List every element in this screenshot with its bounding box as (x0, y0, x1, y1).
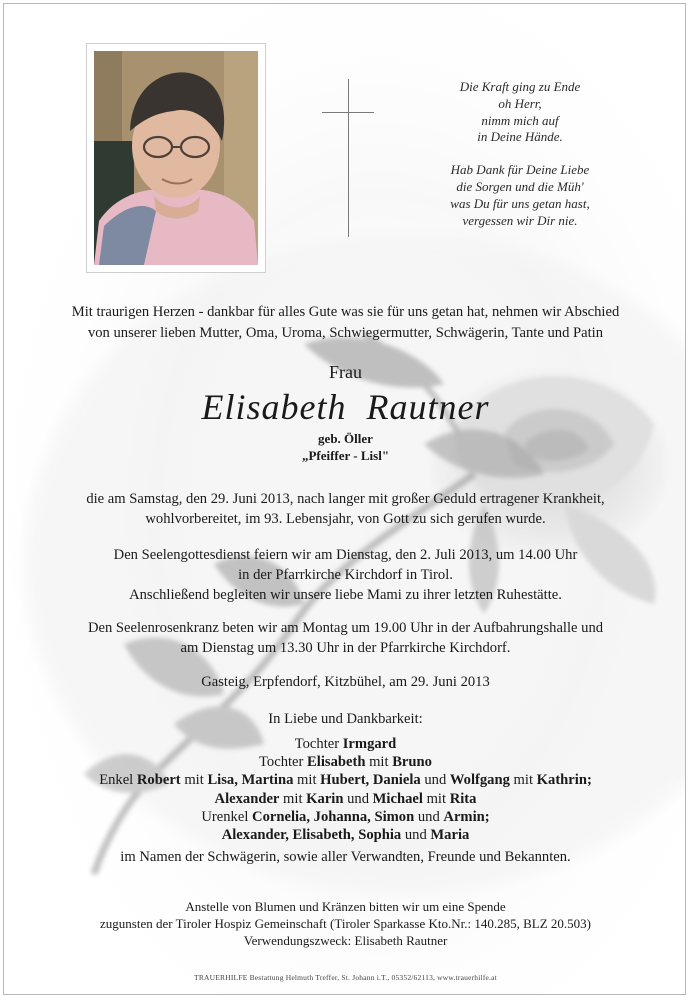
poem-line: vergessen wir Dir nie. (462, 212, 578, 228)
relatives-line: im Namen der Schwägerin, sowie aller Verwandten, Freunde und Bekannten. (120, 849, 571, 865)
donation-line: Verwendungszweck: Elisabeth Rautner (243, 933, 448, 948)
place-date: Gasteig, Erpfendorf, Kitzbühel, am 29. Juni 2013 (201, 674, 490, 690)
family-line: Alexander, Elisabeth, Sophia und Maria (221, 827, 470, 844)
intro-line: von unserer lieben Mutter, Oma, Uroma, Schwiegermutter, Schwägerin, Tante und Patin (87, 325, 604, 341)
family-line: Alexander mit Karin und Michael mit Rita (214, 790, 477, 807)
poem (404, 79, 636, 245)
closing-line: In Liebe und Dankbarkeit: (268, 711, 423, 727)
death-notice-line: die am Samstag, den 29. Juni 2013, nach langer mit großer Geduld ertragener Krankheit, (86, 491, 605, 507)
donation-note (4, 898, 686, 949)
death-notice (4, 489, 686, 529)
donation-line: Anstelle von Blumen und Kränzen bitten wir um eine Spende (185, 899, 506, 914)
birth-info (4, 430, 686, 464)
title-prefix: Frau (329, 362, 362, 382)
death-notice-line: wohlvorbereitet, im 93. Lebensjahr, von Gott zu sich gerufen wurde. (145, 511, 546, 527)
funeral-home-footer: TRAUERHILFE Bestattung Helmuth Treffer, St. Johann i.T., 05352/62113, www.trauerhilfe.at (194, 973, 497, 982)
portrait-photo (94, 51, 258, 265)
family-line: Urenkel Cornelia, Johanna, Simon und Armin; (201, 808, 490, 825)
obituary-page (3, 3, 686, 995)
family-line: Tochter Elisabeth mit Bruno (259, 754, 432, 771)
portrait-illustration (94, 51, 258, 265)
intro-text (4, 302, 686, 344)
birth-name: geb. Öller (318, 431, 373, 446)
poem-line: in Deine Hände. (477, 129, 563, 145)
service-line: Den Seelengottesdienst feiern wir am Dienstag, den 2. Juli 2013, um 14.00 Uhr (113, 547, 578, 563)
rosary-line: am Dienstag um 13.30 Uhr in der Pfarrkirche Kirchdorf. (180, 640, 511, 656)
poem-line: was Du für uns getan hast, (450, 195, 590, 211)
portrait-frame (86, 43, 266, 273)
service-info (4, 545, 686, 605)
family-line: Tochter Irmgard (294, 736, 397, 752)
rosary-info (4, 618, 686, 658)
service-line: in der Pfarrkirche Kirchdorf in Tirol. (238, 567, 453, 583)
poem-line: Hab Dank für Deine Liebe (450, 162, 590, 178)
poem-stanza-2 (404, 162, 636, 229)
rosary-line: Den Seelenrosenkranz beten wir am Montag um 19.00 Uhr in der Aufbahrungshalle und (87, 620, 604, 636)
poem-line: Die Kraft ging zu Ende (459, 79, 581, 94)
deceased-name: Elisabeth Rautner (201, 387, 490, 427)
poem-line: oh Herr, (498, 95, 542, 111)
nickname: „Pfeiffer - Lisl" (301, 448, 390, 463)
service-line: Anschließend begleiten wir unsere liebe Mami zu ihrer letzten Ruhestätte. (129, 587, 562, 603)
family-list (4, 735, 686, 844)
poem-line: nimm mich auf (481, 112, 559, 128)
intro-line: Mit traurigen Herzen - dankbar für alles Gute was sie für uns getan hat, nehmen wir Abschied (71, 304, 620, 320)
cross-symbol (322, 79, 374, 237)
poem-stanza-1 (404, 79, 636, 146)
donation-line: zugunsten der Tiroler Hospiz Gemeinschaft (Tiroler Sparkasse Kto.Nr.: 140.285, BLZ 20.503) (100, 916, 591, 931)
poem-line: die Sorgen und die Müh' (456, 178, 584, 194)
family-line: Enkel Robert mit Lisa, Martina mit Hubert, Daniela und Wolfgang mit Kathrin; (99, 772, 592, 789)
